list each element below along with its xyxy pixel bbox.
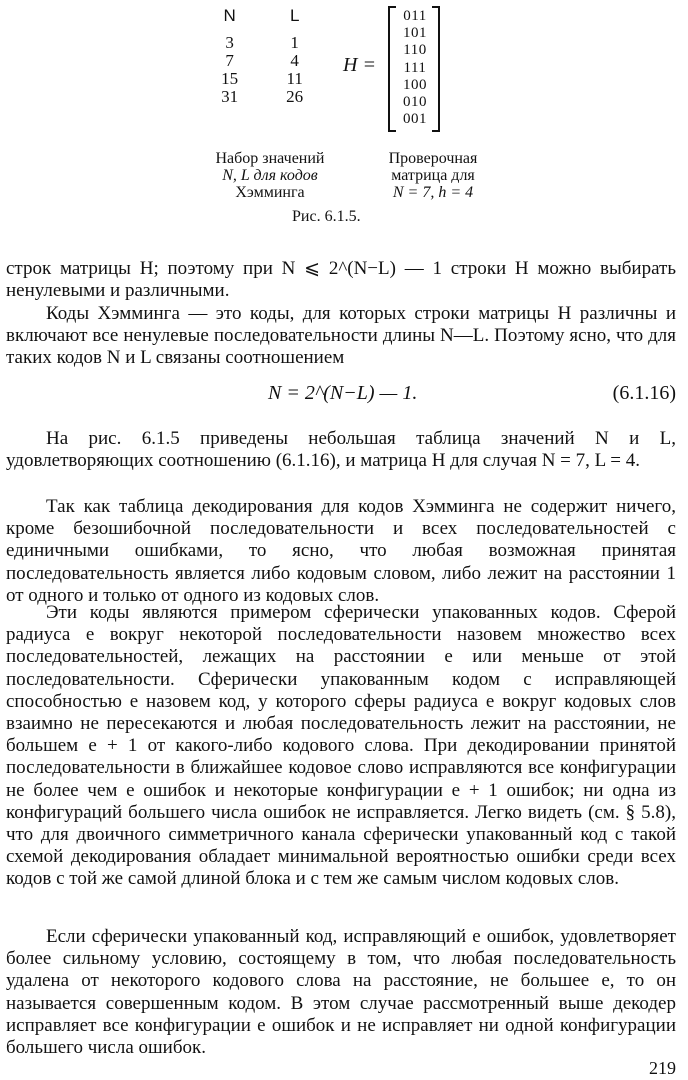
caption-line: матрица для: [391, 167, 475, 184]
matrix-right-bracket: [432, 6, 440, 132]
cell-n: 7: [225, 51, 234, 70]
cell-l: 1: [290, 33, 299, 52]
table-row: [200, 88, 330, 106]
matrix-left-bracket: [388, 6, 396, 132]
table-row: [200, 52, 330, 70]
cell-n: 31: [221, 87, 239, 106]
cell-l: 26: [286, 87, 304, 106]
caption-line: N, L для кодов: [222, 167, 318, 184]
paragraph: Коды Хэмминга — это коды, для которых строки матрицы H различны и включают все ненулевые последовательности длины N—L. Поэтому ясно, что для таких кодов N и L связаны соотношением: [6, 303, 676, 369]
cell-n: 3: [225, 33, 234, 52]
header-n: N: [223, 6, 236, 25]
equation-number: (6.1.16): [612, 382, 676, 404]
paragraph: Если сферически упакованный код, исправляющий e ошибок, удовлетворяет более сильному условию, состоящему в том, что любая последовательность удалена от некоторого кодового слова на расстояние, не большее e, то он называется совершенным кодом. В этом случае рассмотренный выше декодер исправляет все конфигурации e ошибок и не исправляет ни одной конфигурации большего числа ошибок.: [6, 926, 676, 1059]
caption-line: Хэмминга: [235, 184, 305, 201]
matrix-row: 011: [403, 8, 427, 24]
caption-right: [363, 150, 503, 201]
caption-line: N = 7, h = 4: [392, 184, 474, 201]
matrix-row: 010: [403, 93, 427, 110]
equation-body: N = 2^(N−L) — 1.: [268, 382, 418, 404]
parity-check-matrix: [388, 6, 440, 130]
caption-left: [195, 150, 345, 201]
matrix-row: 001: [403, 111, 427, 128]
matrix-row: 110: [403, 42, 427, 59]
cell-l: 4: [290, 51, 299, 70]
header-l: L: [289, 6, 300, 25]
matrix-label: H =: [343, 54, 376, 76]
matrix-row: 101: [403, 25, 427, 42]
equation: [6, 382, 676, 408]
paragraph: Так как таблица декодирования для кодов Хэмминга не содержит ничего, кроме безошибочной последовательности и всех последовательностей с единичными ошибками, то ясно, что любая возможная принятая последовательность является либо кодовым словом, либо лежит на расстоянии 1 от одного и только от одного из кодовых слов.: [6, 496, 676, 606]
caption-line: Проверочная: [388, 150, 478, 167]
matrix-row: 111: [403, 59, 427, 76]
matrix-row: 100: [403, 76, 427, 93]
figure-caption: Рис. 6.1.5.: [292, 208, 361, 225]
hamming-nl-table: [200, 6, 330, 106]
table-row: [200, 70, 330, 88]
paragraph: Эти коды являются примером сферически упакованных кодов. Сферой радиуса e вокруг некоторой последовательности назовем множество всех последовательностей, лежащих на расстоянии e или меньше от этой последовательности. Сферически упакованным кодом с исправляющей способностью e назовем код, у которого сферы радиуса e вокруг кодовых слов взаимно не пересекаются и любая последовательность лежит на расстоянии, не большем e + 1 от какого-либо кодового слова. При декодировании принятой последовательности в ближайшее кодовое слово исправляются все конфигурации не более чем e ошибок и некоторые конфигурации e + 1 ошибок; ни одна из конфигураций большего числа ошибок не исправляется. Легко видеть (см. § 5.8), что для двоичного симметричного канала сферически упакованный код с такой схемой декодирования обладает минимальной вероятностью ошибки среди всех кодов с той же самой длиной блока и с тем же самым числом кодовых слов.: [6, 602, 676, 890]
table-row: [200, 34, 330, 52]
paragraph: На рис. 6.1.5 приведены небольшая таблица значений N и L, удовлетворяющих соотношению (6.1.16), и матрица H для случая N = 7, L = 4.: [6, 428, 676, 472]
page-number: 219: [649, 1058, 676, 1078]
cell-l: 11: [286, 69, 303, 88]
caption-line: Набор значений: [215, 150, 325, 167]
cell-n: 15: [221, 69, 239, 88]
table-header: [200, 6, 330, 28]
paragraph: строк матрицы H; поэтому при N ⩽ 2^(N−L) — 1 строки H можно выбирать ненулевыми и различными.: [6, 258, 676, 302]
